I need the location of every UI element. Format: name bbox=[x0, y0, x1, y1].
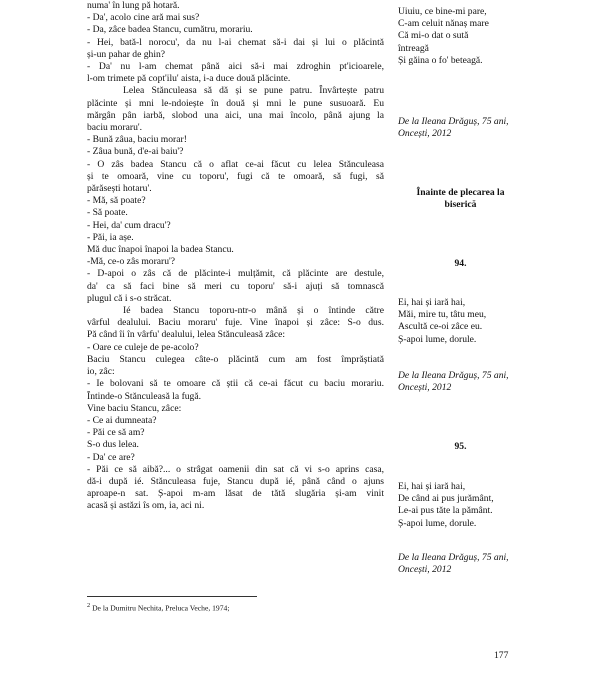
verse-line: Ș-apoi lume, dorule. bbox=[398, 517, 477, 529]
source-citation bbox=[398, 552, 509, 576]
prose-line: - D-apoi o zâs că de plăcinte-i mulțămit, că plăcinte are destule, bbox=[87, 268, 384, 280]
prose-line: - Da' nu l-am chemat până aici să-i mai zdroghin pt'icioarele, bbox=[87, 61, 384, 73]
prose-line: - Ce ai dumneata? bbox=[87, 414, 157, 426]
footnote-marker: 2 bbox=[87, 602, 91, 609]
prose-line: dă-i după ié. Stănculeasa fuje, Stancu după ié, până când o ajuns bbox=[87, 475, 384, 487]
prose-line: aproape-n sat. Ș-apoi m-am lăsat de tătă slugăria și-am vinit bbox=[87, 488, 384, 500]
heading-line: Înainte de plecarea la bbox=[416, 187, 505, 198]
prose-line: - Păi, ia așe. bbox=[87, 231, 134, 243]
prose-line: - Oare ce culeje de pe-acolo? bbox=[87, 341, 199, 353]
prose-line: Baciu Stancu culegea câte-o plăcintă cum am fost împrăștiată bbox=[87, 353, 384, 365]
verse-line: Ei, hai și iară hai, bbox=[398, 297, 466, 308]
prose-line: și-un pahar de ghin? bbox=[87, 48, 166, 60]
prose-line: -Mă, ce-o zâs moraru'? bbox=[87, 256, 176, 268]
source-citation bbox=[398, 370, 509, 394]
prose-line: - Păi ce să am? bbox=[87, 427, 145, 439]
prose-line: Întinde-o Stănculeasă la fugă. bbox=[87, 390, 202, 402]
source-line: De la Ileana Drăguș, 75 ani, bbox=[398, 552, 509, 563]
verse-line: întreagă bbox=[398, 42, 429, 54]
prose-line: - Hei, bată-l norocu', da nu l-ai chemat să-i dai și lui o plăcintă bbox=[87, 36, 384, 48]
source-citation bbox=[398, 116, 509, 140]
prose-line: S-o dus lelea. bbox=[87, 439, 139, 451]
prose-line: baciu moraru'. bbox=[87, 122, 143, 134]
prose-line: - Da' ce are? bbox=[87, 451, 135, 463]
prose-line: - Da', acolo cine ară mai sus? bbox=[87, 12, 200, 24]
prose-line: - Mă, să poate? bbox=[87, 195, 146, 207]
source-line: De la Ileana Drăguș, 75 ani, bbox=[398, 116, 509, 127]
prose-line: plăcinte și mni le-ndoiește în două și mni le pune susuoară. Eu bbox=[87, 97, 384, 109]
prose-line: Pă când îi în vârfu' dealului, lelea Stănculeasă zâce: bbox=[87, 329, 286, 341]
source-line: Oncești, 2012 bbox=[398, 564, 452, 576]
prose-line: io, zâc: bbox=[87, 366, 115, 378]
verse-line: Și găina o fo' beteagă. bbox=[398, 54, 483, 66]
prose-line: vârful dealului. Baciu moraru' fuje. Vine înapoi și zâce: S-o dus. bbox=[87, 317, 384, 329]
verse-line: De când ai pus jurământ, bbox=[398, 493, 494, 505]
prose-line: acasă și astăzi îs om, ia, aci ni. bbox=[87, 500, 205, 512]
verse-line: C-am celuit nănaș mare bbox=[398, 18, 489, 30]
prose-line: - Zâua bună, d'e-ai baiu'? bbox=[87, 146, 184, 158]
prose-line: Lelea Stănculeasa să dă și se pune patru. Învârtește patru bbox=[123, 85, 384, 97]
prose-column bbox=[87, 0, 384, 513]
prose-line: l-om trimete pă copt'ilu' aista, i-a duce două plăcinte. bbox=[87, 73, 291, 85]
prose-line: - Ie bolovani să te omoare că știi că ce-ai făcut cu baciu morariu. bbox=[87, 378, 384, 390]
verse-line: Le-ai pus tăte la pământ. bbox=[398, 505, 493, 517]
prose-line: și te omoară, vine cu toporu', fugi că te omoară, să fugi, să bbox=[87, 170, 384, 182]
heading-line: biserică bbox=[444, 199, 477, 211]
prose-line: plugul că i s-o străcat. bbox=[87, 292, 172, 304]
source-line: Oncești, 2012 bbox=[398, 382, 452, 394]
verse-line: Măi, mire tu, tâtu meu, bbox=[398, 309, 487, 321]
prose-line: Ié badea Stancu toporu-ntr-o mână și o întinde către bbox=[123, 305, 384, 317]
prose-line: - Să poate. bbox=[87, 207, 128, 219]
footnote-text: De la Dumitru Nechita, Preluca Veche, 1974; bbox=[92, 603, 230, 613]
verse-top bbox=[398, 6, 489, 67]
prose-line: părăsești hotaru'. bbox=[87, 183, 152, 195]
prose-line: - Hei, da' cum dracu'? bbox=[87, 219, 171, 231]
prose-line: Mă duc înapoi înapoi la badea Stancu. bbox=[87, 244, 234, 256]
poem-number: 94. bbox=[454, 258, 467, 269]
prose-line: - Bună zâua, baciu morar! bbox=[87, 134, 187, 146]
prose-line: da' ca să faci bine să meri cu toporu' să-i ajuți să tomnască bbox=[87, 280, 384, 292]
verse-line: Ei, hai și iară hai, bbox=[398, 481, 466, 492]
page-number: 177 bbox=[494, 650, 509, 661]
poem-95 bbox=[398, 481, 494, 530]
source-line: De la Ileana Drăguș, 75 ani, bbox=[398, 370, 509, 381]
prose-line: Vine baciu Stancu, zâce: bbox=[87, 402, 182, 414]
prose-line: - Da, zâce badea Stancu, cumătru, morariu. bbox=[87, 24, 253, 36]
prose-line: mărgân pân iarbă, slobod una aici, una mai încolo, până ajung la bbox=[87, 109, 384, 121]
verse-line: Că mi-o dat o sută bbox=[398, 30, 469, 42]
source-line: Oncești, 2012 bbox=[398, 128, 452, 140]
poem-94 bbox=[398, 297, 486, 346]
footnote bbox=[87, 601, 229, 613]
verse-line: Ș-apoi lume, dorule. bbox=[398, 333, 477, 345]
poem-number: 95. bbox=[454, 441, 467, 452]
prose-line: numa' în lung pă hotară. bbox=[87, 0, 180, 11]
section-heading bbox=[398, 187, 523, 211]
verse-line: Ascultă ce-oi zâce eu. bbox=[398, 321, 483, 333]
prose-line: - O zâs badea Stancu că o aflat ce-ai făcut cu lelea Stănculeasa bbox=[87, 158, 384, 170]
footnote-divider bbox=[87, 596, 257, 597]
verse-line: Uiuiu, ce bine-mi pare, bbox=[398, 6, 487, 17]
prose-line: - Păi ce să aibă?... o strâgat oamenii din sat că vi s-o aprins casa, bbox=[87, 463, 384, 475]
